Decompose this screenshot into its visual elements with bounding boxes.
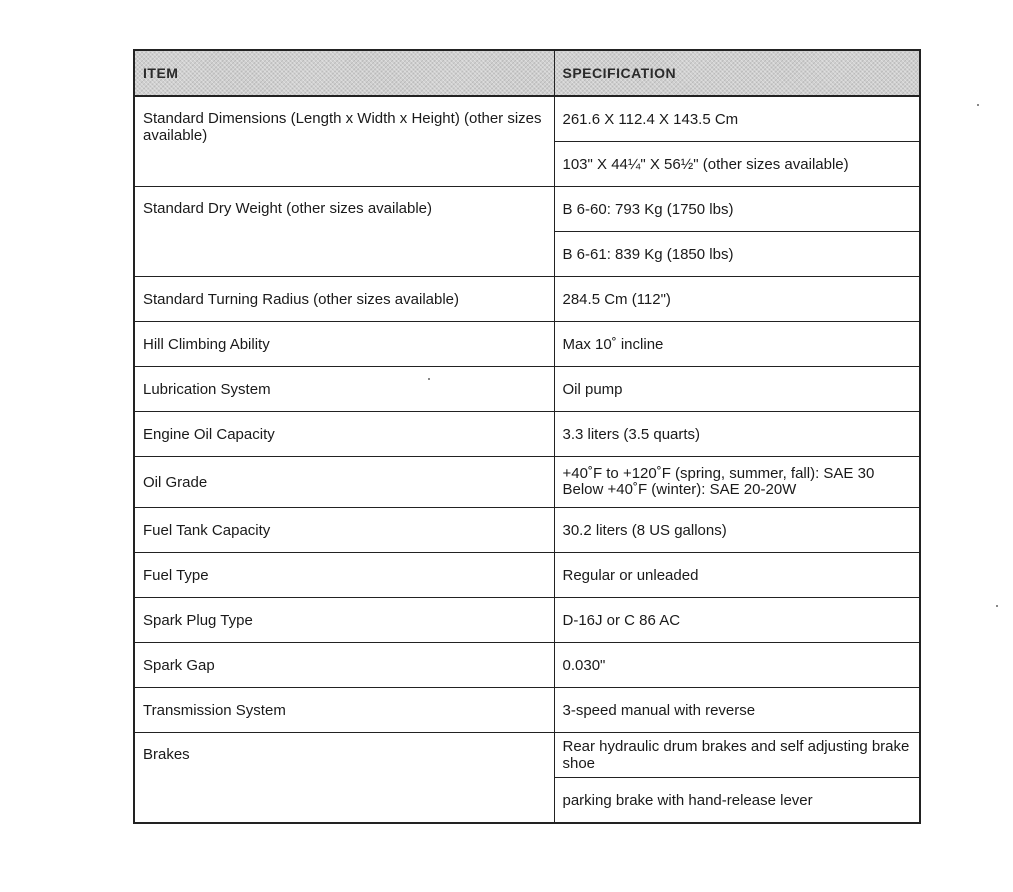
- item-cell: Standard Dry Weight (other sizes available): [134, 187, 554, 277]
- specification-cell: Oil pump: [554, 367, 920, 412]
- specification-cell: +40˚F to +120˚F (spring, summer, fall): SAE 30 Below +40˚F (winter): SAE 20-20W: [554, 457, 920, 508]
- header-row: [134, 50, 920, 96]
- table-row: [134, 277, 920, 322]
- item-cell: Standard Dimensions (Length x Width x Height) (other sizes available): [134, 96, 554, 187]
- specification-cell: parking brake with hand-release lever: [554, 778, 920, 824]
- specification-cell: B 6-60: 793 Kg (1750 lbs): [554, 187, 920, 232]
- item-cell: Oil Grade: [134, 457, 554, 508]
- specification-cell: B 6-61: 839 Kg (1850 lbs): [554, 232, 920, 277]
- item-cell: Engine Oil Capacity: [134, 412, 554, 457]
- table-row: [134, 733, 920, 778]
- table-row: [134, 508, 920, 553]
- specification-table: [133, 49, 921, 824]
- specification-cell: 0.030": [554, 643, 920, 688]
- table-row: [134, 322, 920, 367]
- item-cell: Fuel Tank Capacity: [134, 508, 554, 553]
- item-cell: Hill Climbing Ability: [134, 322, 554, 367]
- scan-speck: [996, 605, 998, 607]
- specification-cell: 3-speed manual with reverse: [554, 688, 920, 733]
- specification-cell: Regular or unleaded: [554, 553, 920, 598]
- table-row: [134, 367, 920, 412]
- table-row: [134, 688, 920, 733]
- table-row: [134, 598, 920, 643]
- item-cell: Fuel Type: [134, 553, 554, 598]
- specification-cell: D-16J or C 86 AC: [554, 598, 920, 643]
- specification-cell: 30.2 liters (8 US gallons): [554, 508, 920, 553]
- specification-cell: Max 10˚ incline: [554, 322, 920, 367]
- table-row: [134, 643, 920, 688]
- table-row: [134, 412, 920, 457]
- specification-cell: Rear hydraulic drum brakes and self adjusting brake shoe: [554, 733, 920, 778]
- item-cell: Spark Plug Type: [134, 598, 554, 643]
- table-row: [134, 96, 920, 142]
- item-column-header: ITEM: [134, 50, 554, 96]
- scan-speck: [428, 378, 430, 380]
- item-cell: Brakes: [134, 733, 554, 824]
- specification-column-header: SPECIFICATION: [554, 50, 920, 96]
- item-cell: Standard Turning Radius (other sizes available): [134, 277, 554, 322]
- specification-cell: 284.5 Cm (112"): [554, 277, 920, 322]
- item-cell: Spark Gap: [134, 643, 554, 688]
- specification-cell: 103" X 44¼" X 56½" (other sizes available): [554, 142, 920, 187]
- item-cell: Lubrication System: [134, 367, 554, 412]
- specification-cell: 3.3 liters (3.5 quarts): [554, 412, 920, 457]
- table-body: [134, 96, 920, 823]
- table-row: [134, 457, 920, 508]
- scan-speck: [977, 104, 979, 106]
- specification-cell: 261.6 X 112.4 X 143.5 Cm: [554, 96, 920, 142]
- item-cell: Transmission System: [134, 688, 554, 733]
- table-row: [134, 553, 920, 598]
- table-row: [134, 187, 920, 232]
